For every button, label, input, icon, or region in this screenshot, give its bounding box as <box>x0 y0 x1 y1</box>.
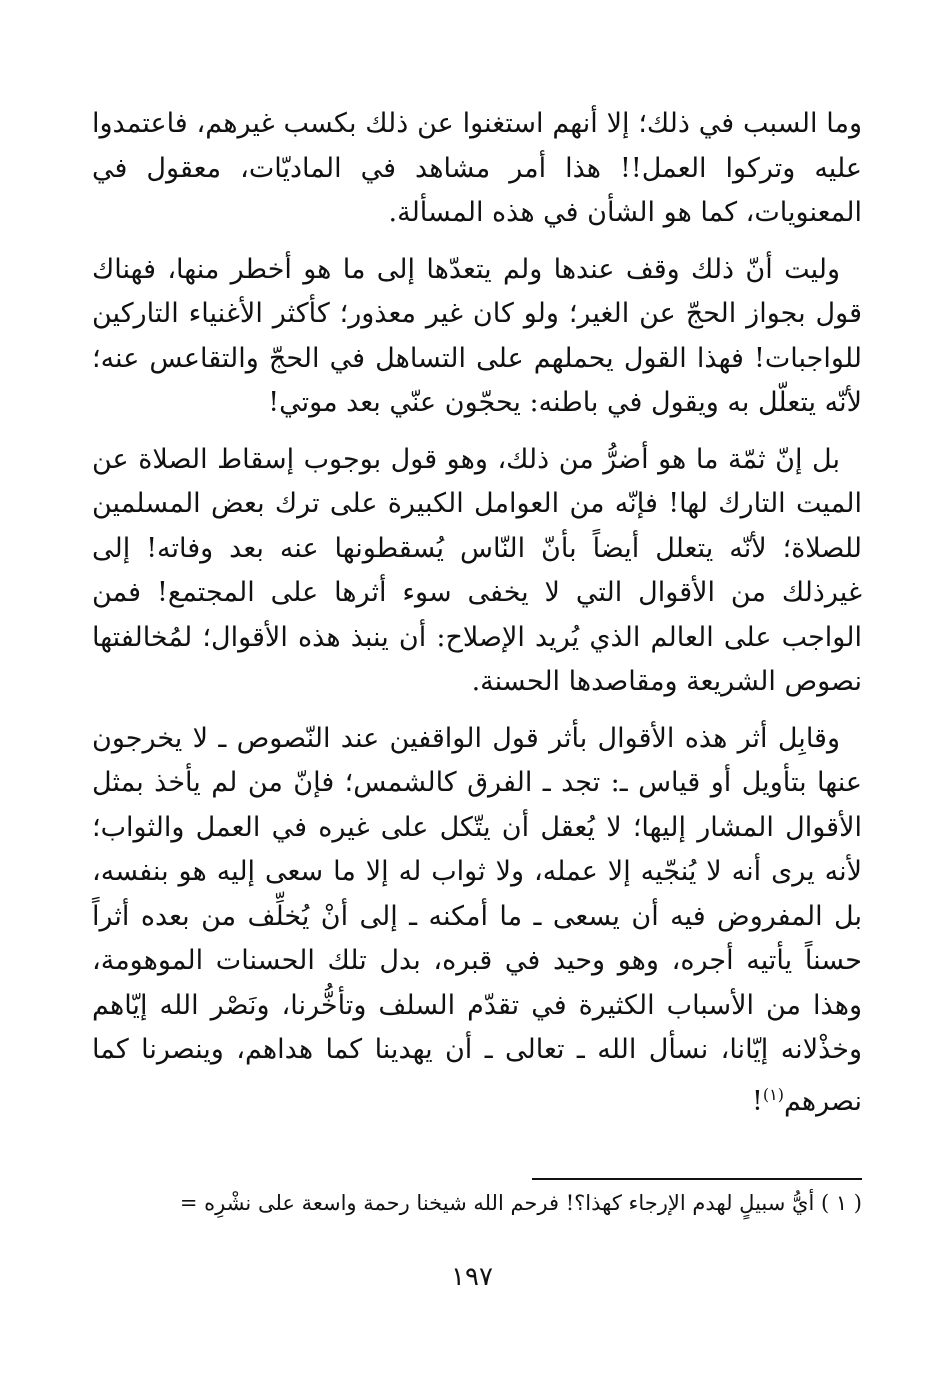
footnote: ( ١ ) أيُّ سبيلٍ لهدم الإرجاء كهذا؟! فرحم الله شيخنا رحمة واسعة على نشْرِه = <box>179 1191 862 1215</box>
page-number: ١٩٧ <box>451 1262 493 1292</box>
paragraph-2: وليت أنّ ذلك وقف عندها ولم يتعدّها إلى ما هو أخطر منها، فهناك قول بجواز الحجّ عن الغير؛ ولو كان غير معذور؛ كأكثر الأغنياء التاركين للواجبات! فهذا القول يحملهم على التساهل في الحجّ والتقاعس عنه؛ لأنّه يتعلّل به ويقول في باطنه: يحجّون عنّي بعد موتي! <box>92 253 862 418</box>
footnote-reference: (١) <box>762 1084 784 1104</box>
paragraph-1: وما السبب في ذلك؛ إلا أنهم استغنوا عن ذلك بكسب غيرهم، فاعتمدوا عليه وتركوا العمل!! هذا أمر مشاهد في الماديّات، معقول في المعنويات، كما هو الشأن في هذه المسألة. <box>92 108 862 228</box>
footnote-separator <box>532 1178 862 1180</box>
paragraph-4 <box>92 717 862 1125</box>
paragraph-3: بل إنّ ثمّة ما هو أضرُّ من ذلك، وهو قول بوجوب إسقاط الصلاة عن الميت التارك لها! فإنّه من العوامل الكبيرة على ترك بعض المسلمين للصلاة؛ لأنّه يتعلل أيضاً بأنّ النّاس يُسقطونها عنه بعد وفاته! إلى غيرذلك من الأقوال التي لا يخفى سوء أثرها على المجتمع! فمن الواجب على العالم الذي يُريد الإصلاح: أن ينبذ هذه الأقوال؛ لمُخالفتها نصوص الشريعة ومقاصدها الحسنة. <box>92 443 862 697</box>
paragraph-4-end: ! <box>752 1085 763 1117</box>
paragraph-4-text: وقابِل أثر هذه الأقوال بأثر قول الواقفين عند النّصوص ـ لا يخرجون عنها بتأويل أو قياس ـ: تجد ـ الفرق كالشمس؛ فإنّ من لم يأخذ بمثل الأقوال المشار إليها؛ لا يُعقل أن يتّكل على غيره في العمل والثواب؛ لأنه يرى أنه لا يُنجّيه إلا عمله، ولا ثواب له إلا ما سعى إليه هو بنفسه، بل المفروض فيه أن يسعى ـ ما أمكنه ـ إلى أنْ يُخلِّف من بعده أثراً حسناً يأتيه أجره، وهو وحيد في قبره، بدل تلك الحسنات الموهومة، وهذا من الأسباب الكثيرة في تقدّم السلف وتأخُّرنا، ونَصْر الله إيّاهم وخذْلانه إيّانا، نسأل الله ـ تعالى ـ أن يهدينا كما هداهم، وينصرنا كما نصرهم <box>92 722 862 1117</box>
main-text <box>92 102 862 1136</box>
